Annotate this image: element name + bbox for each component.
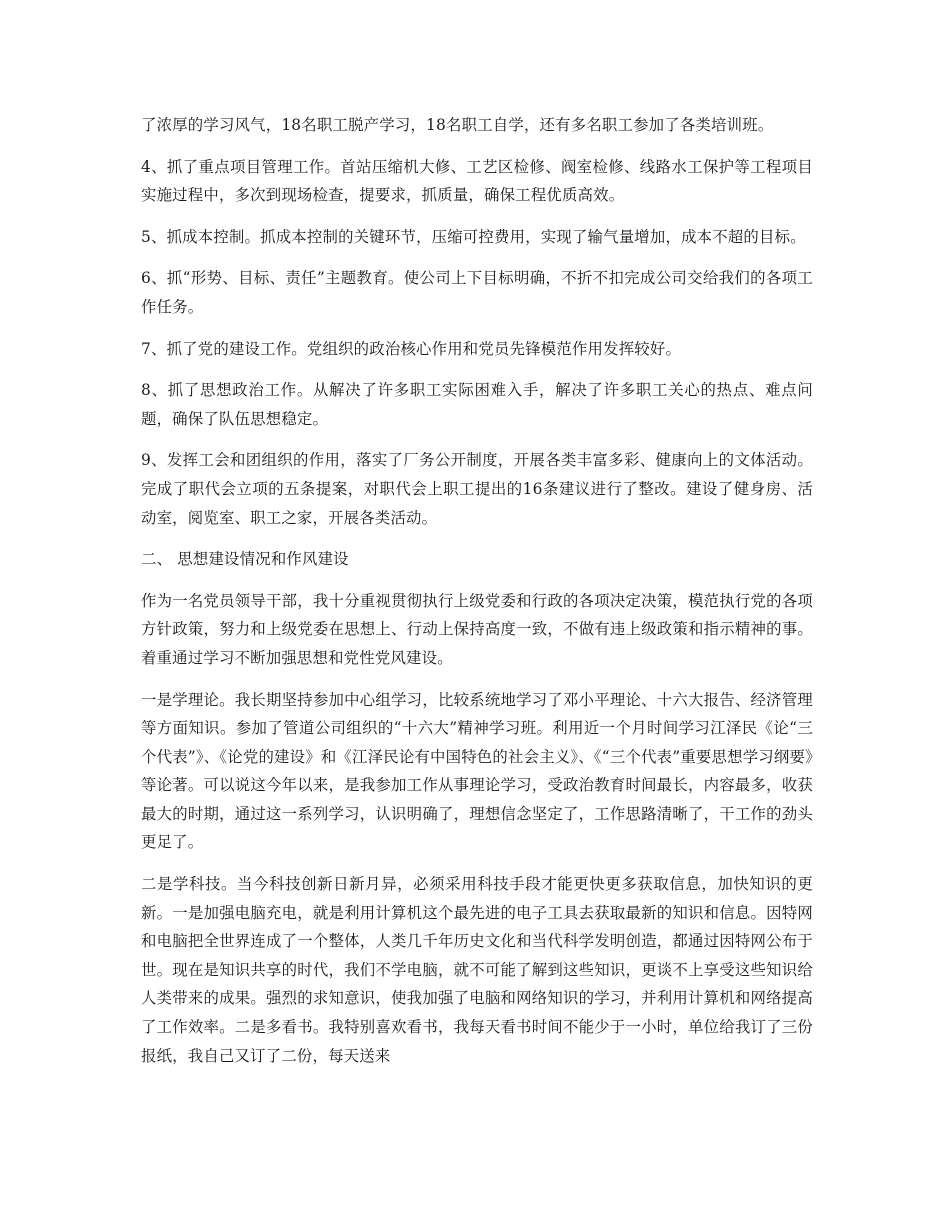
paragraph-item-6-theme-education: 6、抓“形势、目标、责任”主题教育。使公司上下目标明确，不折不扣完成公司交给我们的各项工作任务。 bbox=[141, 269, 813, 316]
paragraph-item-5-cost-control: 5、抓成本控制。抓成本控制的关键环节，压缩可控费用，实现了输气量增加，成本不超的目标。 bbox=[141, 227, 806, 246]
section-heading-ideological-building: 二、 思想建设情况和作风建设 bbox=[141, 550, 349, 569]
paragraph-study-atmosphere: 了浓厚的学习风气，18名职工脱产学习，18名职工自学，还有多名职工参加了各类培训班。 bbox=[141, 116, 774, 134]
paragraph-item-4-project-management: 4、抓了重点项目管理工作。首站压缩机大修、工艺区检修、阀室检修、线路水工保护等工程项目实施过程中，多次到现场检查，提要求，抓质量，确保工程优质高效。 bbox=[141, 157, 813, 205]
paragraph-study-technology: 二是学科技。当今科技创新日新月异，必须采用科技手段才能更快更多获取信息，加快知识的更新。一是加强电脑充电，就是利用计算机这个最先进的电子工具去获取最新的知识和信息。因特网和电脑把全世界连成了一个整体，人类几千年历史文化和当代科学发明创造，都通过因特网公布于世。现在是知识共享的时代，我们不学电脑，就不可能了解到这些知识，更谈不上享受这些知识给人类带来的成果。强烈的求知意识，使我加强了电脑和网络知识的学习，并利用计算机和网络提高了工作效率。二是多看书。我特别喜欢看书，我每天看书时间不能少于一小时，单位给我订了三份报纸，我自己又订了二份，每天送来 bbox=[141, 875, 813, 1065]
paragraph-party-cadre: 作为一名党员领导干部，我十分重视贯彻执行上级党委和行政的各项决定决策，模范执行党的各项方针政策，努力和上级党委在思想上、行动上保持高度一致，不做有违上级政策和指示精神的事。着重通过学习不断加强思想和党性党风建设。 bbox=[141, 591, 813, 667]
paragraph-study-theory: 一是学理论。我长期坚持参加中心组学习，比较系统地学习了邓小平理论、十六大报告、经济管理等方面知识。参加了管道公司组织的“十六大”精神学习班。利用近一个月时间学习江泽民《论“三个代表”》、《论党的建设》和《江泽民论有中国特色的社会主义》、《“三个代表”重要思想学习纲要》等论著。可以说这今年以来，是我参加工作从事理论学习，受政治教育时间最长，内容最多，收获最大的时期，通过这一系列学习，认识明确了，理想信念坚定了，工作思路清晰了，干工作的劲头更足了。 bbox=[141, 690, 813, 852]
document-page bbox=[141, 111, 813, 1083]
paragraph-item-8-political-work: 8、抓了思想政治工作。从解决了许多职工实际困难入手，解决了许多职工关心的热点、难点问题，确保了队伍思想稳定。 bbox=[141, 381, 813, 428]
paragraph-item-9-union-activities: 9、发挥工会和团组织的作用，落实了厂务公开制度，开展各类丰富多彩、健康向上的文体活动。完成了职代会立项的五条提案，对职代会上职工提出的16条建议进行了整改。建设了健身房、活动室，阅览室、职工之家，开展各类活动。 bbox=[141, 451, 813, 527]
paragraph-item-7-party-building: 7、抓了党的建设工作。党组织的政治核心作用和党员先锋模范作用发挥较好。 bbox=[141, 339, 682, 358]
